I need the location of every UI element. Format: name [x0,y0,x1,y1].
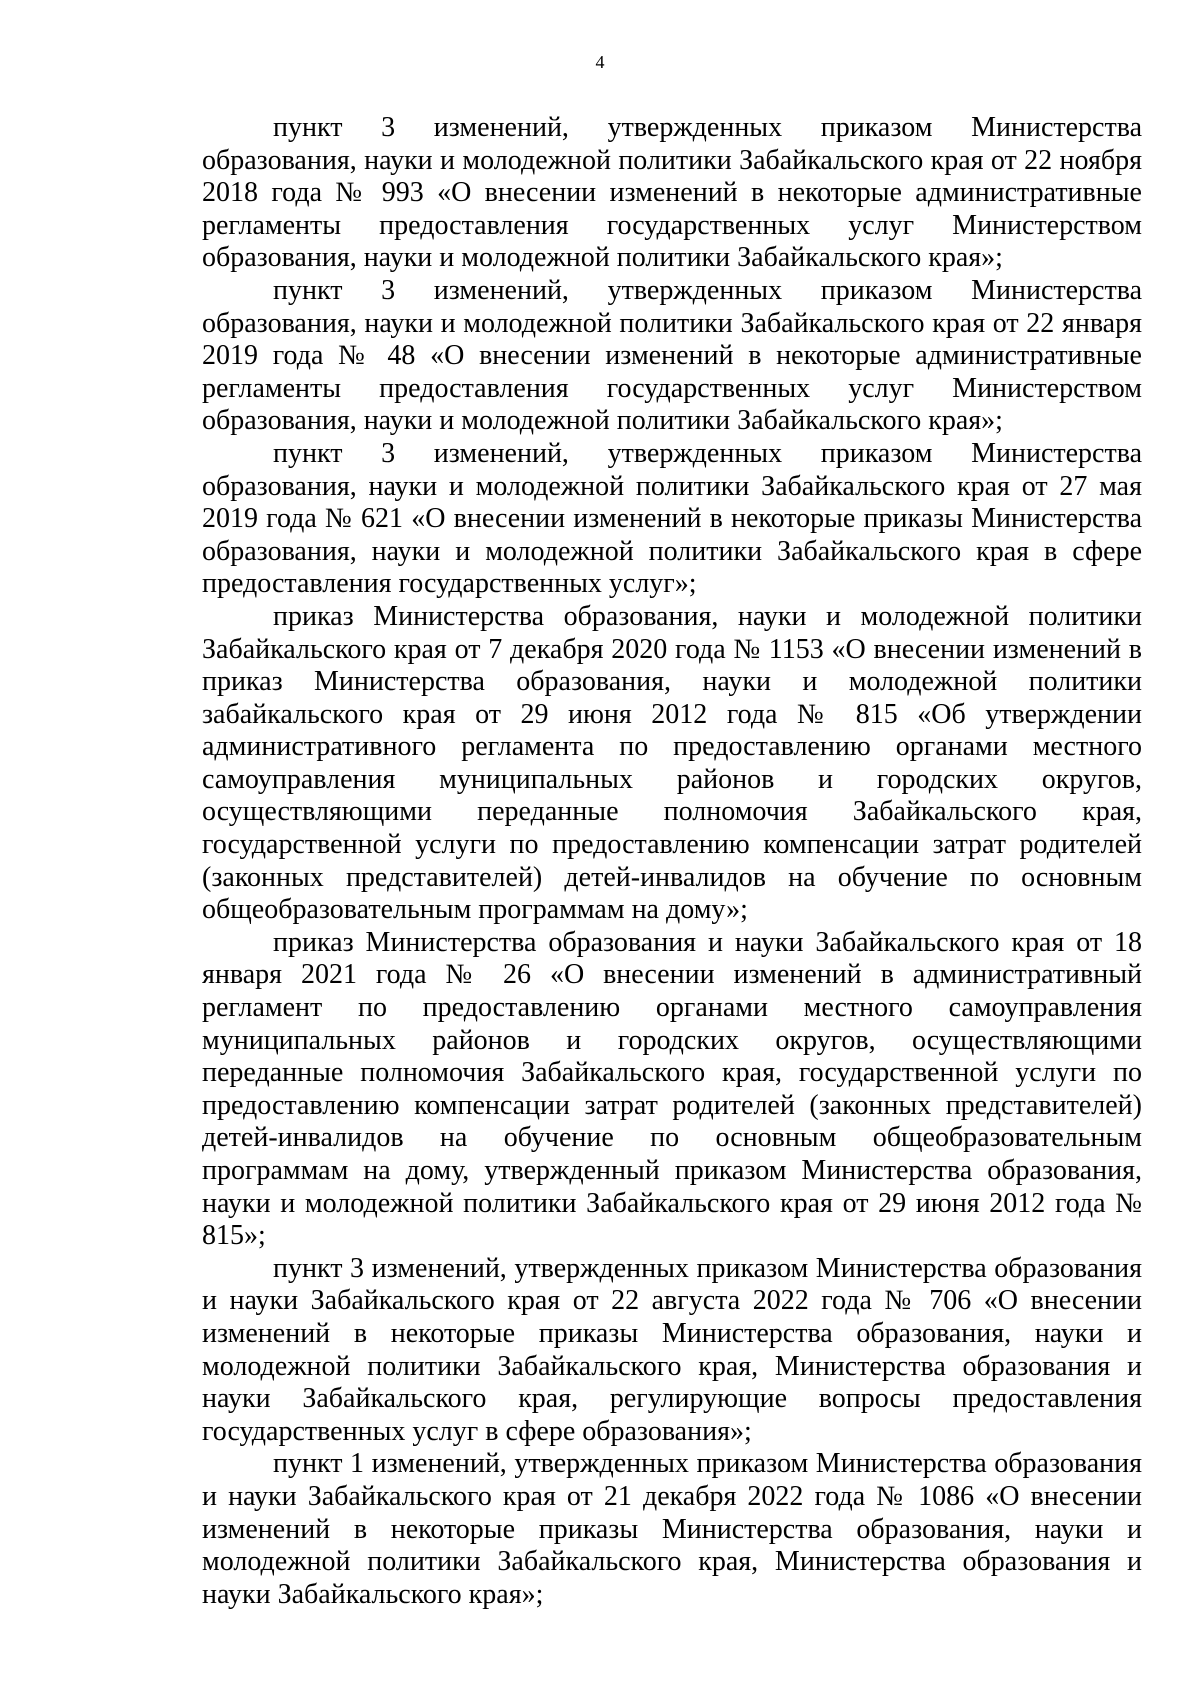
document-body [202,112,1142,1611]
paragraph-4: приказ Министерства образования, науки и молодежной политики Забайкальского края от 7 декабря 2020 года № 1153 «О внесении изменений в приказ Министерства образования, науки и молодежной политики забайкальского края от 29 июня 2012 года № 815 «Об утверждении административного регламента по предоставлению органами местного самоуправления муниципальных районов и городских округов, осуществляющими переданные полномочия Забайкальского края, государственной услуги по предоставлению компенсации затрат родителей (законных представителей) детей-инвалидов на обучение по основным общеобразовательным программам на дому»; [202,600,1142,926]
paragraph-6: пункт 3 изменений, утвержденных приказом Министерства образования и науки Забайкальского края от 22 августа 2022 года № 706 «О внесении изменений в некоторые приказы Министерства образования, науки и молодежной политики Забайкальского края, Министерства образования и науки Забайкальского края, регулирующие вопросы предоставления государственных услуг в сфере образования»; [202,1252,1142,1447]
paragraph-1: пункт 3 изменений, утвержденных приказом Министерства образования, науки и молодежной политики Забайкальского края от 22 ноября 2018 года № 993 «О внесении изменений в некоторые административные регламенты предоставления государственных услуг Министерством образования, науки и молодежной политики Забайкальского края»; [202,112,1142,274]
paragraph-2: пункт 3 изменений, утвержденных приказом Министерства образования, науки и молодежной политики Забайкальского края от 22 января 2019 года № 48 «О внесении изменений в некоторые административные регламенты предоставления государственных услуг Министерством образования, науки и молодежной политики Забайкальского края»; [202,274,1142,437]
paragraph-3: пункт 3 изменений, утвержденных приказом Министерства образования, науки и молодежной политики Забайкальского края от 27 мая 2019 года № 621 «О внесении изменений в некоторые приказы Министерства образования, науки и молодежной политики Забайкальского края в сфере предоставления государственных услуг»; [202,437,1142,600]
paragraph-5: приказ Министерства образования и науки Забайкальского края от 18 января 2021 года № 26 «О внесении изменений в административный регламент по предоставлению органами местного самоуправления муниципальных районов и городских округов, осуществляющими переданные полномочия Забайкальского края, государственной услуги по предоставлению компенсации затрат родителей (законных представителей) детей-инвалидов на обучение по основным общеобразовательным программам на дому, утвержденный приказом Министерства образования, науки и молодежной политики Забайкальского края от 29 июня 2012 года № 815»; [202,926,1142,1252]
page-number: 4 [595,52,605,72]
paragraph-7: пункт 1 изменений, утвержденных приказом Министерства образования и науки Забайкальского края от 21 декабря 2022 года № 1086 «О внесении изменений в некоторые приказы Министерства образования, науки и молодежной политики Забайкальского края, Министерства образования и науки Забайкальского края»; [202,1448,1142,1610]
